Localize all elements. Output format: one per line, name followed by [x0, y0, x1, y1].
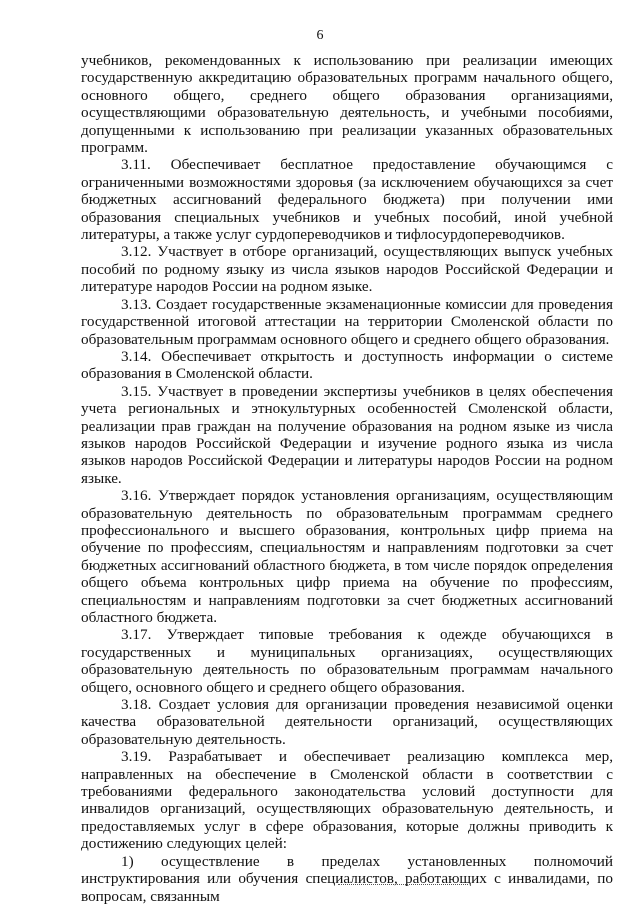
paragraph-3-12: 3.12. Участвует в отборе организаций, осуществляющих выпуск учебных пособий по родному языку из числа языков народов Российской Федерации и литературе народов России на родном языке. [81, 243, 613, 296]
paragraph-3-11: 3.11. Обеспечивает бесплатное предоставление обучающимся с ограниченными возможностями здоровья (за исключением обучающихся за счет бюджетных ассигнований федерального бюджета) при получении ими образования специальных учебников и учебных пособий, иной учебной литературы, а также услуг сурдопереводчиков и тифлосурдопереводчиков. [81, 156, 613, 244]
paragraph-3-16: 3.16. Утверждает порядок установления организациям, осуществляющим образовательную деятельность по образовательным программам среднего профессионального и высшего образования, контрольных цифр приема на обучение по профессиям, специальностям и направлениям подготовки за счет бюджетных ассигнований областного бюджета, в том числе порядок определения общего объема контрольных цифр приема на обучение по профессиям, специальностям и направлениям подготовки за счет бюджетных ассигнований областного бюджета. [81, 487, 613, 626]
footer-dotted-mark [338, 884, 468, 885]
paragraph-3-14: 3.14. Обеспечивает открытость и доступность информации о системе образования в Смоленской области. [81, 347, 613, 383]
paragraph-3-17: 3.17. Утверждает типовые требования к одежде обучающихся в государственных и муниципальных организациях, осуществляющих образовательную деятельность по образовательным программам начального общего, основного общего и среднего общего образования. [81, 626, 613, 696]
paragraph-3-19: 3.19. Разрабатывает и обеспечивает реализацию комплекса мер, направленных на обеспечение в Смоленской области в соответствии с требованиями федерального законодательства условий доступности для инвалидов организаций, осуществляющих образовательную деятельность, и предоставляемых услуг в сфере образования, которые должны приводить к достижению следующих целей: [81, 748, 613, 853]
paragraph-3-13: 3.13. Создает государственные экзаменационные комиссии для проведения государственной итоговой аттестации на территории Смоленской области по образовательным программам основного общего и среднего общего образования. [81, 295, 613, 348]
paragraph-3-15: 3.15. Участвует в проведении экспертизы учебников в целях обеспечения учета региональных и этнокультурных особенностей Смоленской области, реализации прав граждан на получение образования на родном языке из числа языков народов Российской Федерации и изучение родного языка из числа языков народов Российской Федерации и литературы народов России на родном языке. [81, 382, 613, 487]
paragraph-continuation: учебников, рекомендованных к использованию при реализации имеющих государственную аккредитацию образовательных программ начального общего, основного общего, среднего общего образования организациями, осуществляющими образовательную деятельность, и учебными пособиями, допущенными к использованию при реализации указанных образовательных программ. [81, 52, 613, 157]
document-body [81, 52, 613, 905]
paragraph-3-18: 3.18. Создает условия для организации проведения независимой оценки качества образовательной деятельности организаций, осуществляющих образовательную деятельность. [81, 696, 613, 748]
page-number: 6 [316, 28, 324, 43]
paragraph-list-item-1: 1) осуществление в пределах установленных полномочий инструктирования или обучения специалистов, работающих с инвалидами, по вопросам, связанным [81, 852, 613, 905]
